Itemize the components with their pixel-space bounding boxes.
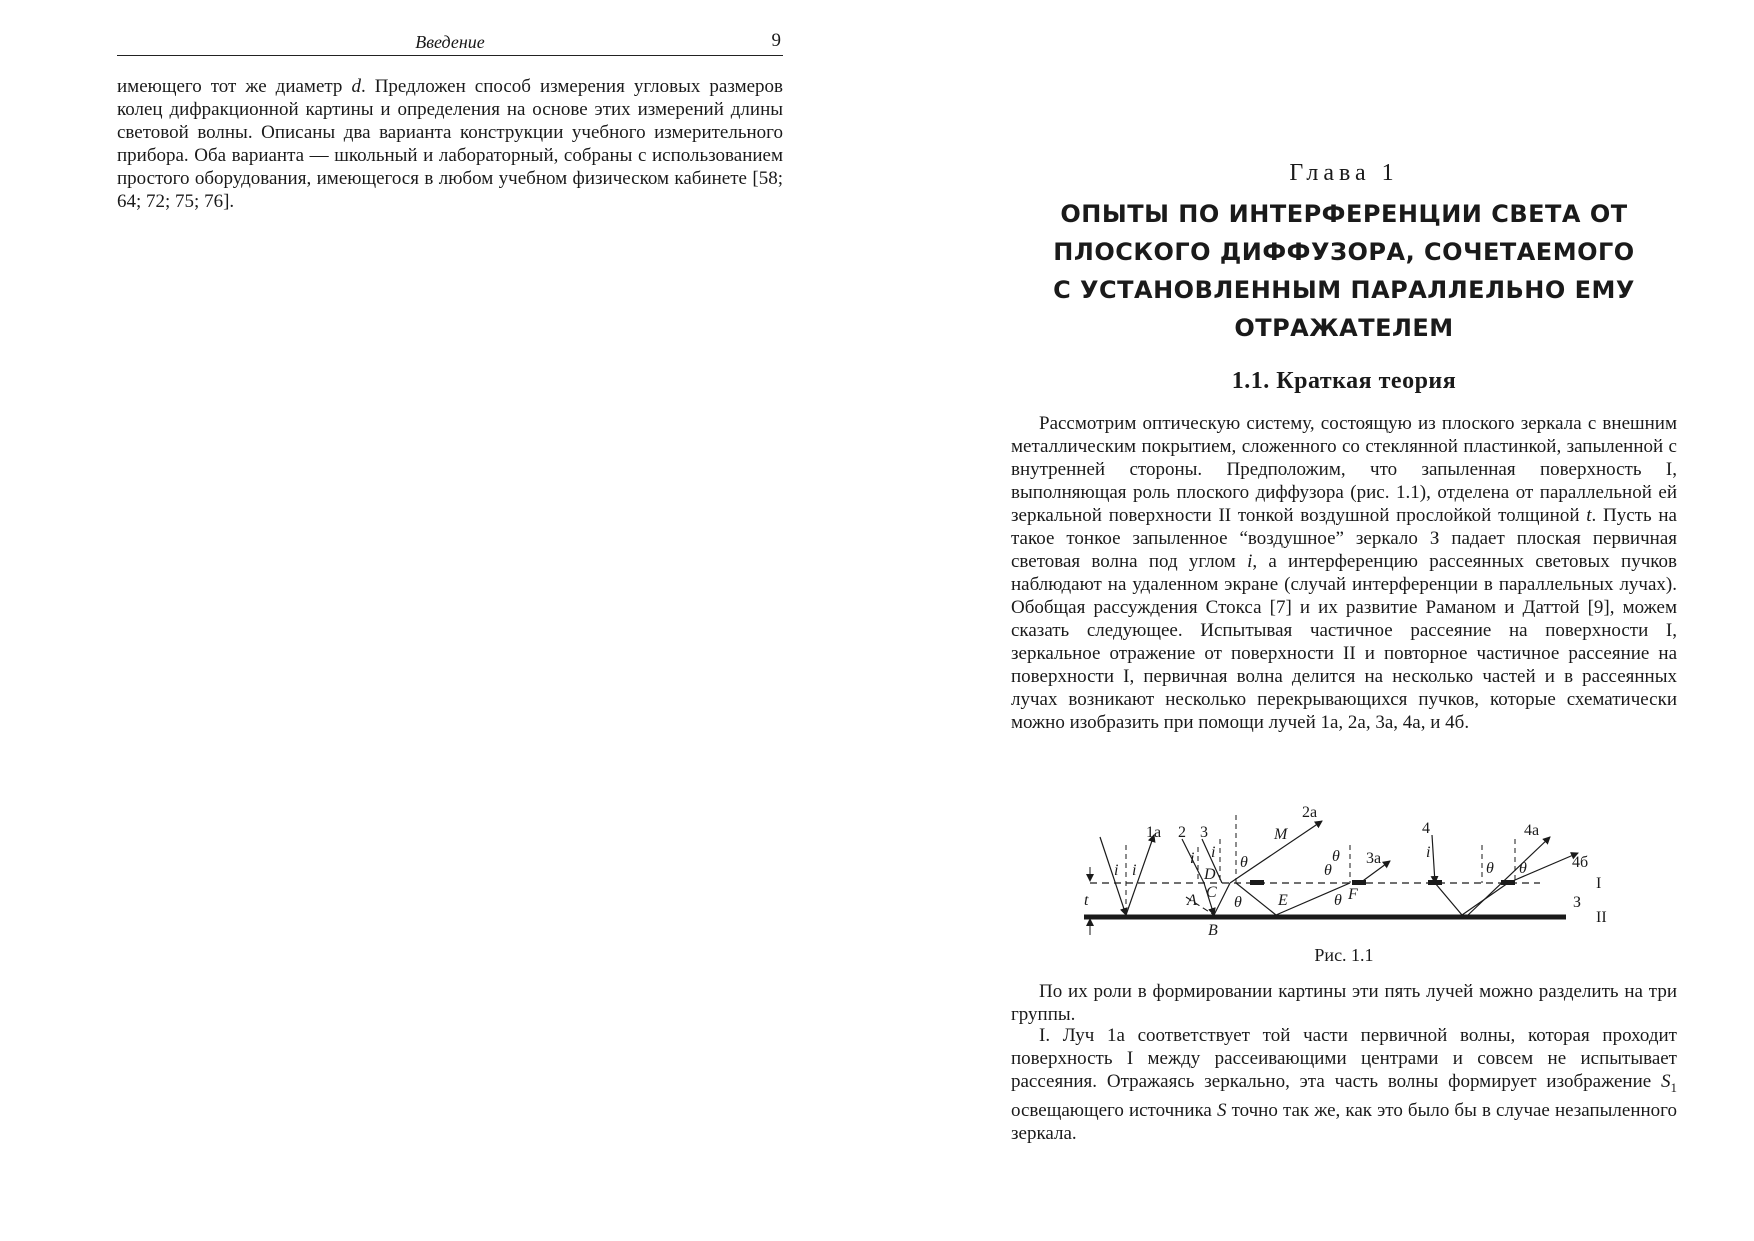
math-S: S bbox=[1661, 1071, 1671, 1092]
theory-paragraph-2: По их роли в формировании картины эти пять лучей можно разделить на три группы. bbox=[1011, 981, 1677, 1025]
chapter-title-line: ОТРАЖАТЕЛЕМ bbox=[1234, 314, 1454, 342]
label-4b: 4б bbox=[1572, 854, 1589, 871]
label-theta: θ bbox=[1332, 848, 1340, 865]
label-4a: 4а bbox=[1524, 822, 1540, 839]
page-number: 9 bbox=[771, 30, 781, 51]
label-3a: 3а bbox=[1366, 850, 1382, 867]
label-theta: θ bbox=[1334, 892, 1342, 909]
label-i: i bbox=[1190, 850, 1195, 867]
text-run: имеющего тот же диаметр bbox=[117, 76, 352, 97]
text-run: I. Луч 1а соответствует той части первичной волны, которая проходит поверхность I между рассеивающими центрами и совсем не испытывает рассеяния. Отражаясь зеркально, эта часть волны формирует изображение bbox=[1011, 1025, 1677, 1092]
left-paragraph bbox=[117, 75, 783, 213]
figure-caption: Рис. 1.1 bbox=[1314, 945, 1374, 965]
label-surface-II: II bbox=[1596, 909, 1607, 926]
running-head bbox=[117, 30, 783, 54]
label-2a: 2а bbox=[1302, 804, 1318, 821]
text-run: точно так же, как это было бы в случае незапыленного зеркала. bbox=[1011, 1099, 1677, 1144]
label-D: D bbox=[1204, 866, 1216, 883]
label-theta: θ bbox=[1324, 862, 1332, 879]
math-i: i bbox=[1247, 551, 1253, 572]
label-theta: θ bbox=[1519, 860, 1527, 877]
label-A: A bbox=[1187, 892, 1197, 909]
label-F: F bbox=[1348, 886, 1358, 903]
label-E: E bbox=[1278, 892, 1288, 909]
label-C: C bbox=[1206, 884, 1217, 901]
label-2: 2 bbox=[1178, 824, 1186, 841]
label-surface-I: I bbox=[1596, 875, 1602, 892]
text-run: , а интерференцию рассеянных световых пучков наблюдают на удаленном экране (случай интерференции в параллельных лучах). Обобщая рассуждения Стокса [7] и их развитие Раманом и Даттой [9], можем сказать следующее. Испытывая частичное рассеяние на поверхности I, зеркальное отражение от поверхности II и повторное частичное рассеяние на поверхности I, первичная волна делится на несколько частей и в рассеянных лучах возникают несколько перекрывающихся пучков, которые схематически можно изобразить при помощи лучей 1а, 2а, 3а, 4а, и 4б. bbox=[1011, 551, 1677, 733]
chapter-title-line: ПЛОСКОГО ДИФФУЗОРА, СОЧЕТАЕМОГО bbox=[1053, 238, 1635, 266]
label-i: i bbox=[1426, 844, 1431, 861]
text-run: . Пусть на такое тонкое запыленное “воздушное” зеркало З падает плоская первичная световая волна под углом bbox=[1011, 505, 1677, 572]
label-i: i bbox=[1114, 862, 1119, 879]
text-run: освещающего источника bbox=[1011, 1099, 1217, 1121]
label-i: i bbox=[1211, 844, 1216, 861]
label-4: 4 bbox=[1422, 820, 1430, 837]
ray-DE bbox=[1236, 883, 1276, 915]
math-t: t bbox=[1586, 505, 1592, 526]
math-d: d bbox=[351, 76, 361, 97]
chapter-label: Глава 1 bbox=[1289, 160, 1399, 186]
label-mirror-Z: З bbox=[1573, 894, 1582, 911]
label-3: 3 bbox=[1200, 824, 1208, 841]
label-theta: θ bbox=[1240, 854, 1248, 871]
running-head-title: Введение bbox=[415, 32, 485, 52]
ray-1-incident bbox=[1100, 837, 1126, 915]
label-1a: 1а bbox=[1146, 824, 1162, 841]
section-title: 1.1. Краткая теория bbox=[1231, 368, 1457, 394]
ray-4 bbox=[1432, 835, 1435, 883]
scatter-center bbox=[1250, 880, 1264, 885]
label-t: t bbox=[1084, 892, 1089, 909]
label-theta: θ bbox=[1234, 894, 1242, 911]
header-rule bbox=[117, 55, 783, 56]
math-S: S bbox=[1216, 1099, 1227, 1121]
label-i: i bbox=[1132, 862, 1137, 879]
text-run: Рассмотрим оптическую систему, состоящую из плоского зеркала с внешним металлическим покрытием, сложенного со стеклянной пластинкой, запыленной с внутренней стороны. Предположим, что запыленная поверхность I, выполняющая роль плоского диффузора (рис. 1.1), отделена от параллельной ей зеркальной поверхности II тонкой воздушной прослойкой толщиной bbox=[1011, 413, 1677, 526]
chapter-title bbox=[1011, 195, 1677, 347]
ray-4-path bbox=[1435, 883, 1462, 915]
ray-4a bbox=[1468, 837, 1550, 915]
math-subscript: 1 bbox=[1670, 1079, 1677, 1095]
chapter-title-line: ОПЫТЫ ПО ИНТЕРФЕРЕНЦИИ СВЕТА ОТ bbox=[1060, 200, 1628, 228]
text-run: . Предложен способ измерения угловых размеров колец дифракционной картины и определения на основе этих измерений длины световой волны. Описаны два варианта конструкции учебного измерительного прибора. Оба варианта — школьный и лабораторный, собраны с использованием простого оборудования, имеющегося в любом учебном физическом кабинете [58; 64; 72; 75; 76]. bbox=[117, 76, 783, 212]
theory-paragraph-1 bbox=[1011, 412, 1677, 734]
ray-1a-reflected bbox=[1126, 835, 1154, 915]
label-M: M bbox=[1274, 826, 1288, 843]
label-B: B bbox=[1208, 922, 1218, 939]
figure-1-1 bbox=[1070, 795, 1620, 945]
chapter-title-line: С УСТАНОВЛЕННЫМ ПАРАЛЛЕЛЬНО ЕМУ bbox=[1053, 276, 1635, 304]
theory-paragraph-3 bbox=[1011, 1024, 1677, 1145]
label-theta: θ bbox=[1486, 860, 1494, 877]
